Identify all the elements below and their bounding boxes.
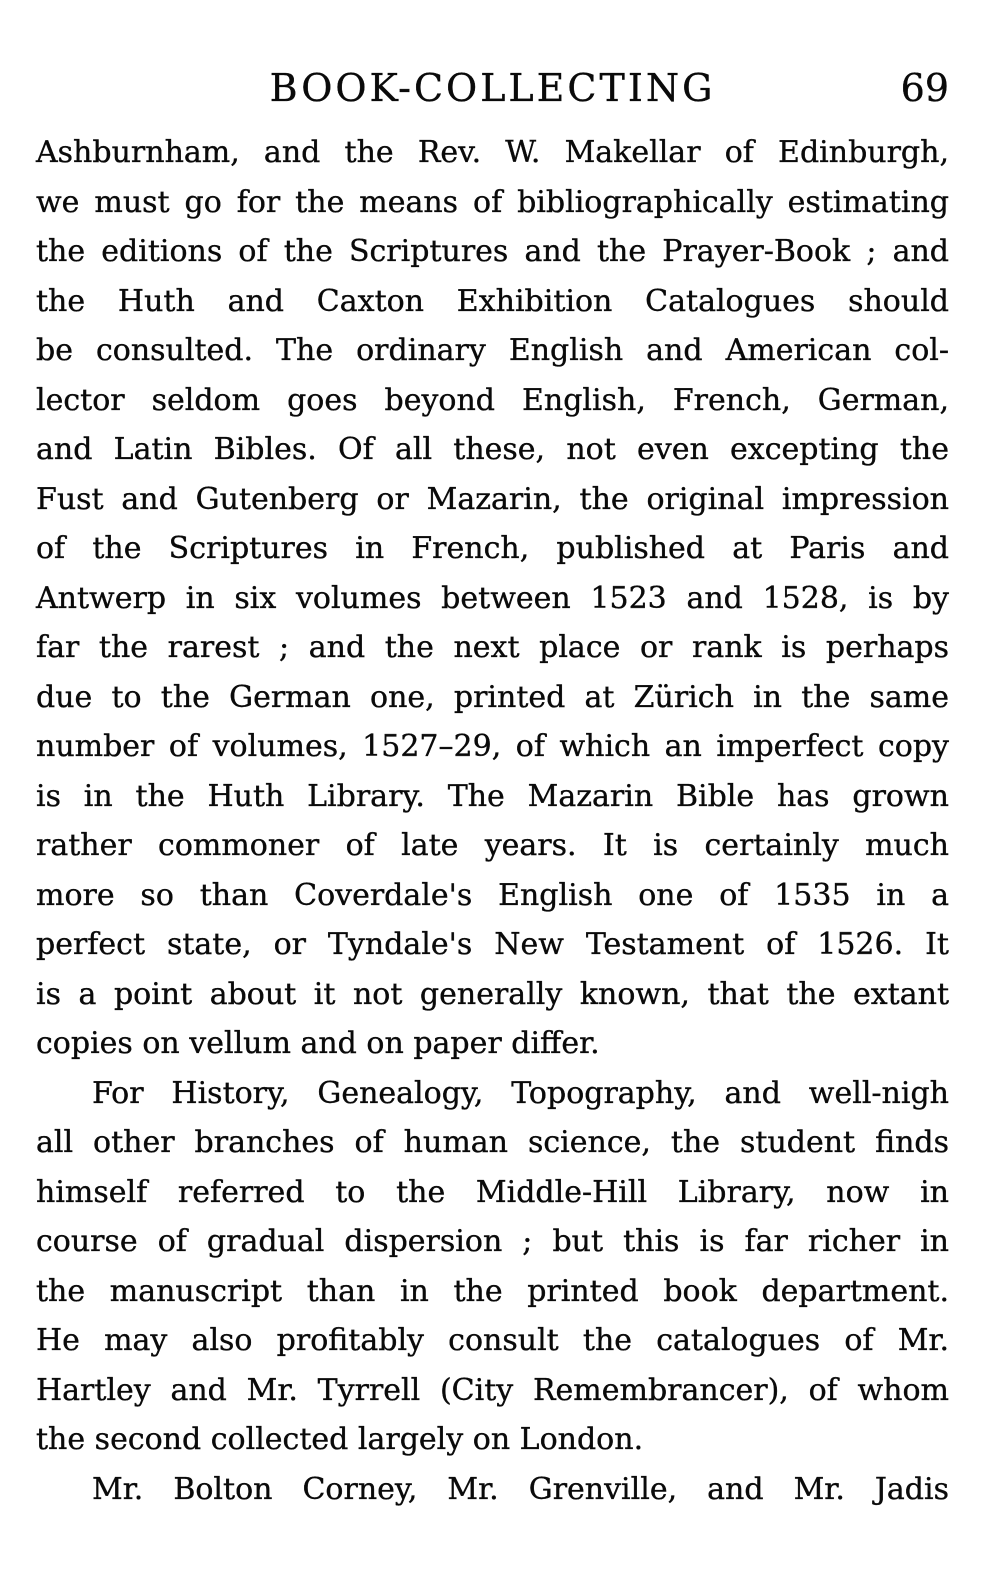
text-line: the Huth and Caxton Exhibition Catalogues should <box>36 283 949 319</box>
text-line: we must go for the means of bibliographically estimating <box>36 184 949 220</box>
text-line: himself referred to the Middle-Hill Library, now in <box>36 1174 949 1210</box>
text-line: course of gradual dispersion ; but this is far richer in <box>36 1224 949 1259</box>
text-line: copies on vellum and on paper differ. <box>36 1026 600 1061</box>
text-line: Fust and Gutenberg or Mazarin, the original impression <box>36 481 949 517</box>
text-line: the second collected largely on London. <box>36 1422 644 1457</box>
running-title: BOOK-COLLECTING <box>269 66 716 110</box>
text-line: Mr. Bolton Corney, Mr. Grenville, and Mr. Jadis <box>92 1471 949 1507</box>
text-line: all other branches of human science, the student finds <box>36 1125 949 1160</box>
text-line: more so than Coverdale's English one of 1535 in a <box>36 877 949 913</box>
page-header <box>36 64 949 112</box>
text-line: and Latin Bibles. Of all these, not even excepting the <box>36 432 949 467</box>
text-line: is a point about it not generally known, that the extant <box>36 976 949 1012</box>
text-line: For History, Genealogy, Topography, and well-nigh <box>92 1075 949 1111</box>
text-line: Antwerp in six volumes between 1523 and 1528, is by <box>36 580 949 616</box>
text-line: due to the German one, printed at Zürich in the same <box>36 679 949 715</box>
text-line: be consulted. The ordinary English and American col- <box>36 333 949 368</box>
text-line: number of volumes, 1527–29, of which an imperfect copy <box>36 729 949 764</box>
text-line: He may also profitably consult the catalogues of Mr. <box>36 1323 949 1358</box>
page-number: 69 <box>900 66 949 110</box>
text-line: Hartley and Mr. Tyrrell (City Remembrancer), of whom <box>36 1372 949 1408</box>
text-line: perfect state, or Tyndale's New Testament of 1526. It <box>36 927 949 962</box>
text-line: rather commoner of late years. It is certainly much <box>36 828 949 863</box>
text-line: the editions of the Scriptures and the Prayer-Book ; and <box>36 234 949 269</box>
text-line: lector seldom goes beyond English, French, German, <box>36 382 949 418</box>
text-line: is in the Huth Library. The Mazarin Bible has grown <box>36 778 949 814</box>
text-line: far the rarest ; and the next place or rank is perhaps <box>36 630 949 665</box>
text-line: of the Scriptures in French, published at Paris and <box>36 531 949 566</box>
text-line: the manuscript than in the printed book department. <box>36 1273 949 1309</box>
text-line: Ashburnham, and the Rev. W. Makellar of Edinburgh, <box>36 135 949 170</box>
page-body <box>36 128 949 1514</box>
